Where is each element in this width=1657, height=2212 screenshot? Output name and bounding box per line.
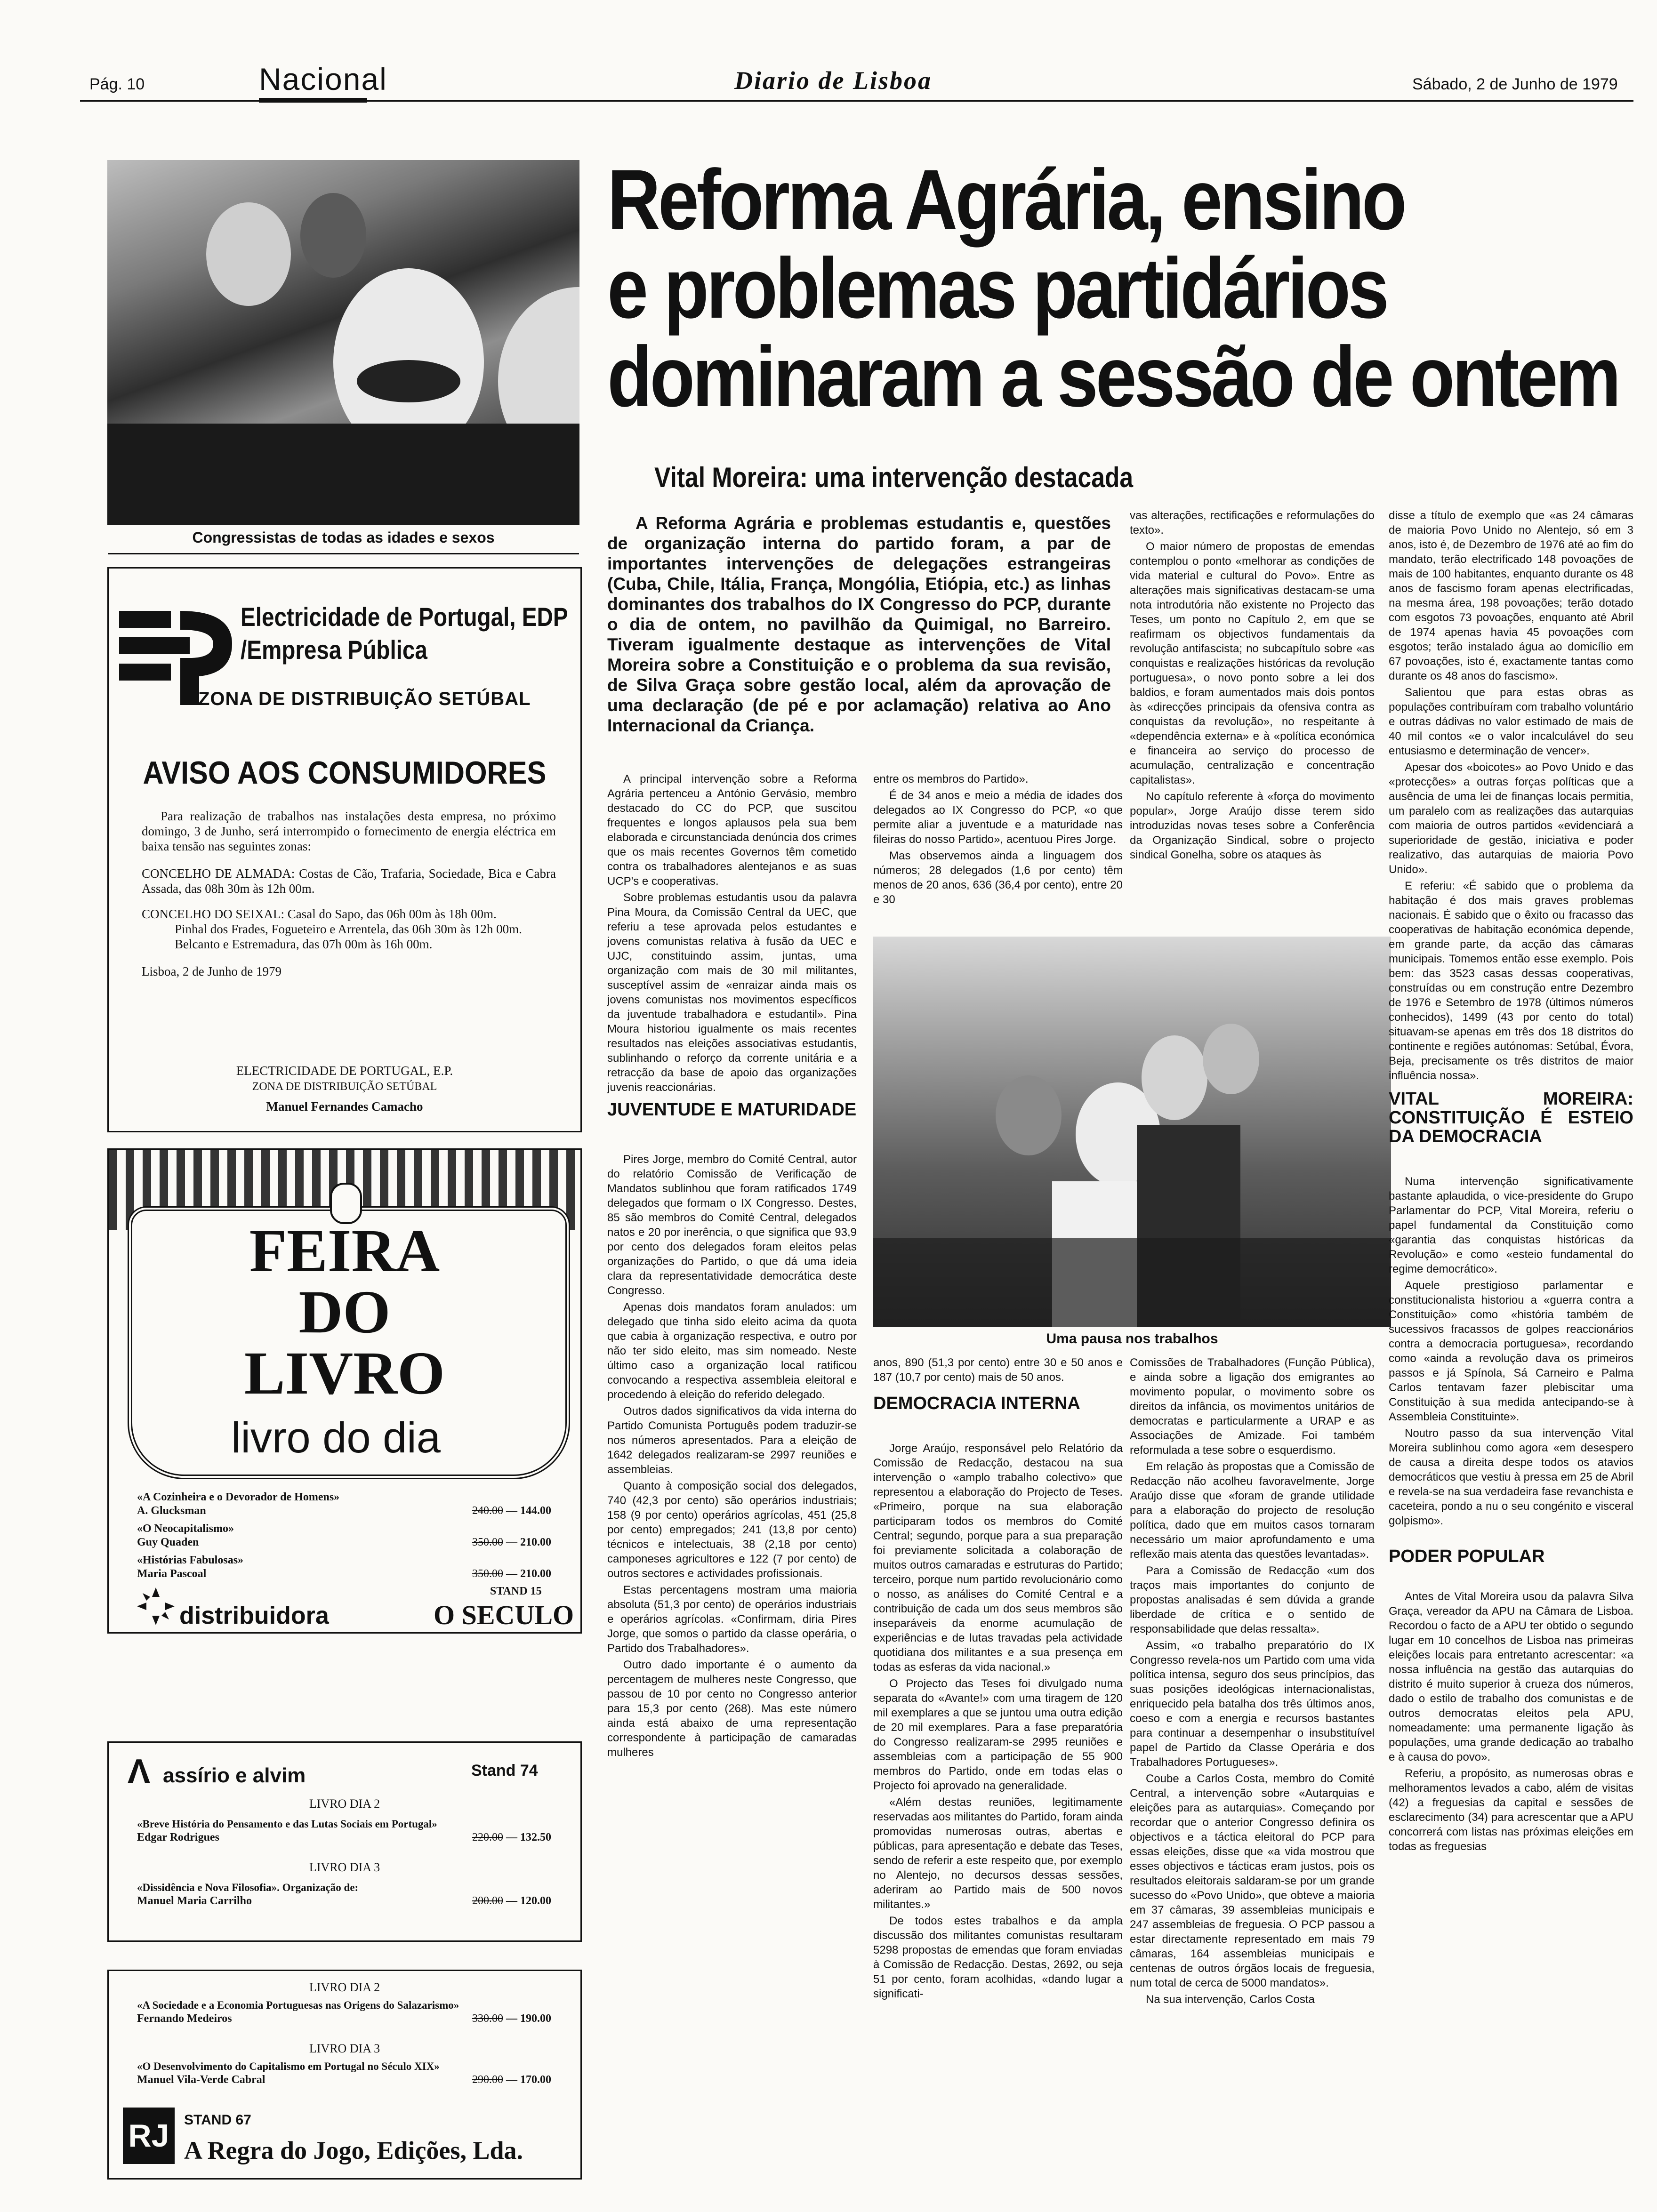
list-item (137, 2060, 551, 2087)
column-1-paragraph: Sobre problemas estudantis usou da palavra Pina Moura, da Comissão Central da UEC, que referiu a tese aprovada pelos estudantes e jovens comunistas relativa à fusão da UEC e UJC, constituindo assim, juntas, uma organização com mais de 30 mil militantes, susceptível assim de «enraizar ainda mais os jovens comunistas nos movimentos específicos da juventude trabalhadora e estudantil». Pina Moura historiou igualmente os mais recentes resultados nas eleições associativas estudantis, sublinhando o reforço da corrente unitária e a retracção da base de apoio das organizações juvenis reaccionárias. (607, 891, 857, 1094)
subheading-juventude: JUVENTUDE E MATURIDADE (607, 1100, 857, 1120)
edp-almada: CONCELHO DE ALMADA: Costas de Cão, Trafaria, Sociedade, Bica e Cabra Assada, das 08h 30m às 12h 00m. (142, 866, 556, 896)
column-3-paragraph: Assim, «o trabalho preparatório do IX Congresso revela-nos um Partido com uma vida política intensa, seguro dos seus princípios, das suas posições ideológicas internacionalistas, enriquecido pela batalha dos três últimos anos, coeso e com a energia e recursos bastantes para continuar a desempenhar o insubstituível papel de Partido da Classe Operária e dos Trabalhadores Portugueses». (1130, 1639, 1375, 1769)
list-item (137, 1523, 551, 1549)
book-price (472, 1567, 551, 1581)
list-item (137, 1999, 551, 2026)
column-4-paragraph: Apesar dos «boicotes» ao Povo Unido e das «protecções» a outras forças políticas que a ausência de uma lei de finanças locais permitia, um paralelo com as realizações das autarquias com maioria de outros partidos «evidenciará a superioridade de gestão, iniciativa e poder realizativo, das autarquias de maioria Povo Unido». (1389, 761, 1633, 876)
column-4-paragraph: Aquele prestigioso parlamentar e constitucionalista historiou a «guerra contra a Constituição» como «história também de sucessivos fracassos de golpes reaccionários contra a democracia portuguesa», recordando como «ainda a revolução dava os primeiros passos e já Spínola, Sá Carneiro e Palma Carlos tentavam fazer plebiscitar uma Constituição à sua medida antecipando-se à Assembleia Constituinte». (1389, 1279, 1633, 1423)
column-1-paragraph: Quanto à composição social dos delegados, 740 (42,3 por cento) são operários industriais; 158 (9 por cento) operários agrícolas, 451 (25,8 por cento) empregados; 241 (13,8 por cento) técnicos e intelectuais, 38 (2,18 por cento) camponeses agricultores e 122 (7 por cento) de outros sectores e actividades profissionais. (607, 1480, 857, 1580)
column-2-paragraph: É de 34 anos e meio a média de idades dos delegados ao IX Congresso do PCP, «o que permite aliar a juventude e a maturidade nas fileiras do nosso Partido», acentuou Pires Jorge. (873, 789, 1123, 846)
rj-stand: STAND 67 (184, 2112, 251, 2128)
edp-seixal-3: Belcanto e Estremadura, das 07h 00m às 16h 00m. (175, 937, 433, 951)
feira-stand: STAND 15 (490, 1585, 542, 1597)
book-author: Edgar Rodrigues (137, 1831, 219, 1843)
assirio-name: assírio e alvim (163, 1764, 306, 1787)
edp-signature-3: Manuel Fernandes Camacho (266, 1099, 423, 1114)
subheading-poder-popular: PODER POPULAR (1389, 1547, 1545, 1566)
seculo-name: O SECULO (434, 1600, 574, 1630)
headline-subtitle: Vital Moreira: uma intervenção destacada (654, 462, 1134, 493)
list-item (137, 1554, 551, 1581)
section-underline (259, 98, 367, 103)
book-price (472, 1504, 551, 1518)
column-2-paragraph: O Projecto das Teses foi divulgado numa separata do «Avante!» com uma tiragem de 120 mil exemplares a que se juntou uma outra edição de 20 mil exemplares. Para a fase preparatória do Congresso realizaram-se 2995 reuniões e assembleias com a participação de 55 900 membros do Partido, onde em todas elas o Projecto foi aprovado na generalidade. (873, 1677, 1123, 1792)
edp-signature-2: ZONA DE DISTRIBUIÇÃO SETÚBAL (252, 1081, 437, 1093)
edp-notice-body (142, 809, 556, 987)
column-4-paragraph: Numa intervenção significativamente bastante aplaudida, o vice-presidente do Grupo Parlamentar do PCP, Vital Moreira, referiu o papel fundamental da Constituição como «garantia das conquistas históricas da Revolução» e como «esteio fundamental do regime democrático». (1389, 1175, 1633, 1275)
book-price (472, 2012, 551, 2026)
headline-line-2: e problemas partidários (607, 240, 1387, 336)
article-column-3-bottom (1130, 1355, 1375, 2193)
book-price (472, 2073, 551, 2087)
subheading-democracia: DEMOCRACIA INTERNA (873, 1394, 1080, 1413)
column-1-paragraph: Outro dado importante é o aumento da percentagem de mulheres neste Congresso, que passou de 10 por cento no Congresso anterior para 15,3 por cento (268). Mas este número ainda está abaixo de uma representação correspondente à participação de camaradas mulheres (607, 1659, 857, 1759)
book-author: Manuel Maria Carrilho (137, 1895, 252, 1907)
feira-title-1: FEIRA (249, 1217, 440, 1285)
book-price (472, 1894, 551, 1908)
congress-photo (107, 160, 579, 525)
feira-title-2: DO (298, 1278, 391, 1346)
new-price: — 170.00 (506, 2074, 551, 2086)
book-title: «A Sociedade e a Economia Portuguesas nas Origens do Salazarismo» (137, 1999, 459, 2011)
column-2-paragraph: Jorge Araújo, responsável pelo Relatório da Comissão de Redacção, destacou na sua intervenção o «amplo trabalho colectivo» que representou a elaboração do Projecto de Teses. «Primeiro, porque na sua elaboração participaram todos os membros do Comité Central; segundo, porque para a sua preparação foi previamente solicitada a colaboração de muitos outros camaradas e estruturas do Partido; terceiro, porque num partido revolucionário como o nosso, as análises do Comité Central e a contribuição de cada um dos seus membros são inseparáveis da enorme acumulação de experiências e de lutas travadas pela actividade quotidiana dos militantes e a sua presença em todas as esferas da vida nacional.» (873, 1442, 1123, 1674)
book-author: Fernando Medeiros (137, 2012, 232, 2025)
edp-intro: Para realização de trabalhos nas instalações desta empresa, no próximo domingo, 3 de Junho, será interrompido o fornecimento de energia eléctrica em baixa tensão nas seguintes zonas: (142, 809, 556, 853)
book-price (472, 1535, 551, 1549)
headline-line-1: Reforma Agrária, ensino (607, 152, 1405, 248)
edp-signature-1: ELECTRICIDADE DE PORTUGAL, E.P. (236, 1064, 453, 1078)
new-price: — 132.50 (506, 1831, 551, 1843)
old-price: 350.00 (472, 1536, 503, 1548)
book-author: Guy Quaden (137, 1536, 199, 1548)
issue-date: Sábado, 2 de Junho de 1979 (1412, 75, 1618, 93)
book-title: «Histórias Fabulosas» (137, 1554, 244, 1566)
column-3-paragraph: vas alterações, rectificações e reformulações do texto». (1130, 509, 1375, 537)
old-price: 200.00 (472, 1895, 503, 1907)
column-1-paragraph: Outros dados significativos da vida interna do Partido Comunista Português podem traduzir-se nos números apresentados. Para a eleição de 1642 delegados realizaram-se 2997 reuniões e assembleias. (607, 1405, 857, 1476)
page-number: Pág. 10 (89, 75, 145, 93)
column-2-paragraph: «Além destas reuniões, legitimamente reservadas aos militantes do Partido, foram ainda promovidas numerosas outras, abertas e públicas, para apresentação e debate das Teses, sendo de referir a este respeito que, por exemplo no Alentejo, no decursos dessas sessões, aderiram ao Partido mais de 500 novos militantes.» (873, 1796, 1123, 1911)
new-price: — 144.00 (506, 1505, 551, 1517)
new-price: — 210.00 (506, 1536, 551, 1548)
book-author: Manuel Vila-Verde Cabral (137, 2074, 265, 2086)
book-price (472, 1830, 551, 1844)
book-title: «O Desenvolvimento do Capitalismo em Portugal no Século XIX» (137, 2060, 440, 2072)
column-3-paragraph: Para a Comissão de Redacção «um dos traços mais importantes do conjunto de propostas analisadas é sem dúvida a grande liberdade de crítica e o sentido de responsabilidade que delas ressalta». (1130, 1564, 1375, 1635)
new-price: — 190.00 (506, 2012, 551, 2025)
article-column-3-top (1130, 508, 1375, 932)
old-price: 290.00 (472, 2074, 503, 2086)
assirio-day2: LIVRO DIA 2 (309, 1797, 380, 1811)
assirio-logo-icon: Λ (128, 1753, 151, 1790)
edp-zone: ZONA DE DISTRIBUIÇÃO SETÚBAL (198, 689, 531, 709)
left-column-rule (108, 553, 579, 554)
feira-title-3: LIVRO (244, 1339, 445, 1407)
column-2-paragraph: anos, 890 (51,3 por cento) entre 30 e 50 anos e 187 (10,7 por cento) mais de 50 anos. (873, 1356, 1123, 1384)
column-3-paragraph: Comissões de Trabalhadores (Função Pública), e ainda sobre a ligação dos emigrantes ao movimento popular, o movimento sobre os direitos da infância, os movimentos unitários de democratas e particularmente a URAP e as Associações de Amizade. Foi também reformulada a tese sobre o esquerdismo. (1130, 1356, 1375, 1457)
masthead: Diario de Lisboa (734, 66, 932, 95)
column-1-paragraph: Pires Jorge, membro do Comité Central, autor do relatório Comissão de Verificação de Mandatos sublinhou que foram ratificados 1749 delegados que formam o IX Congresso. Destes, 85 são membros do Comité Central, delegados natos e 20 por inerência, o que significa que 93,9 por cento dos delegados foram eleitos pelas organizações do Partido, o que dá uma ideia clara da representatividade democrática deste Congresso. (607, 1153, 857, 1297)
new-price: — 210.00 (506, 1568, 551, 1580)
book-title: «O Neocapitalismo» (137, 1523, 234, 1535)
column-3-paragraph: Na sua intervenção, Carlos Costa (1146, 1993, 1315, 2006)
feira-book-list (137, 1491, 551, 1581)
photo1-caption: Congressistas de todas as idades e sexos (192, 529, 495, 546)
book-price-row (137, 2073, 551, 2087)
column-4-paragraph: disse a título de exemplo que «as 24 câmaras de maioria Povo Unido no Alentejo, só em 3 anos, isto é, de Dezembro de 1976 até ao fim do mandato, terão electrificado 148 povoações de mais de 100 habitantes, enquanto durante os 48 anos de fascismo foram apenas electrificadas, na mesma área, 198 povoações; terão dotado com esgotos 73 povoações, enquanto até Abril de 1974 apenas havia 45 povoações com esgotos; terão instalado água ao domicílio em 67 povoações, isto é, exactamente tantas como durante os 48 anos do fascismo». (1389, 509, 1633, 682)
column-4-paragraph: Noutro passo da sua intervenção Vital Moreira sublinhou como agora «em desespero de causa a direita despe todos os atavios democráticos que vestiu à pressa em 25 de Abril e revela-se na sua verdadeira fase revanchista e caceteira, pondo a nu o seu congénito e visceral golpismo». (1389, 1427, 1633, 1527)
ad-regra-do-jogo (107, 1970, 582, 2180)
column-3-paragraph: No capítulo referente à «força do movimento popular», Jorge Araújo disse terem sido introduzidas novas teses sobre a Conferência da Organização Sindical, sobre o projecto sindical Gonelha, sobre os ataques às (1130, 790, 1375, 861)
old-price: 220.00 (472, 1831, 503, 1843)
article-column-2-top (873, 772, 1123, 927)
rj-day3: LIVRO DIA 3 (309, 2042, 380, 2055)
feira-subtitle: livro do dia (231, 1414, 441, 1462)
article-column-1 (607, 772, 857, 2193)
old-price: 330.00 (472, 2012, 503, 2025)
book-price-row (137, 2012, 551, 2026)
edp-company-line1: Electricidade de Portugal, EDP (241, 602, 568, 632)
old-price: 350.00 (472, 1568, 503, 1580)
ad-feira-do-livro (107, 1148, 582, 1634)
column-1-paragraph: Estas percentagens mostram uma maioria absoluta (51,3 por cento) de operários industriais e operários agrícolas. «Confirmam, diria Pires Jorge, que somos o partido da classe operária, o Partido dos Trabalhadores». (607, 1584, 857, 1655)
edp-seixal-2: Pinhal dos Frades, Fogueteiro e Arrentela, das 06h 30m às 12h 00m. (175, 922, 522, 936)
distribuidora-name: distribuidora (179, 1602, 329, 1629)
column-4-paragraph: Referiu, a propósito, as numerosas obras e melhoramentos levados a cabo, além de visitas (42) a freguesias da capital e sessões de esclarecimento (34) para acrescentar que a APU concorrerá com listas nas próximas eleições em todas as freguesias (1389, 1767, 1633, 1853)
edp-seixal-1: CONCELHO DO SEIXAL: Casal do Sapo, das 06h 00m às 18h 00m. (142, 907, 497, 921)
column-2-paragraph: Mas observemos ainda a linguagem dos números; 28 delegados (1,6 por cento) têm menos de 20 anos, 636 (36,4 por cento), entre 20 e 30 (873, 850, 1123, 906)
book-price-row (137, 1535, 551, 1549)
ad-assirio-alvim (107, 1741, 582, 1942)
edp-notice-title: AVISO AOS CONSUMIDORES (143, 755, 547, 791)
list-item (137, 1818, 551, 1844)
rj-logo: RJ (123, 2108, 175, 2164)
column-3-paragraph: O maior número de propostas de emendas contemplou o ponto «melhorar as condições de vida material e cultural do Povo». Entre as alterações mais significativas destacam-se uma nota introdutória não existente no Projecto das Teses, um ponto no Capítulo 2, em que se reafirmam os objectivos fundamentais da revolução antifascista; no subcapítulo sobre «as conquistas e realizações históricas da revolução portuguesa», o novo ponto sobre a lei dos baldios, e foram aumentados mais dois pontos às «direcções principais da ofensiva contra as conquistas da revolução», no respeitante à «dependência externa» e à «política económica e financeira ao serviço do processo de acumulação, centralização e concentração capitalistas». (1130, 540, 1375, 786)
session-pause-photo (873, 937, 1391, 1327)
book-title: «A Cozinheira e o Devorador de Homens» (137, 1491, 340, 1503)
subheading-vital-moreira: VITAL MOREIRA: CONSTITUIÇÃO É ESTEIO DA DEMOCRACIA (1389, 1089, 1633, 1146)
column-1-paragraph: Apenas dois mandatos foram anulados: um delegado que tinha sido eleito acima da quota que cabia à organização respectiva, e outro por não ter sido eleito, mas sim nomeado. Neste último caso a organização local ratificou convocando a respectiva assembleia eleitoral e procedendo à eleição do referido delegado. (607, 1301, 857, 1401)
book-price-row (137, 1830, 551, 1844)
edp-place-date: Lisboa, 2 de Junho de 1979 (142, 964, 282, 978)
column-4-paragraph: E referiu: «É sabido que o problema da habitação é dos mais graves problemas nacionais. É sabido que o êxito ou fracasso das cooperativas de habitação económica depende, em grande parte, da acção das câmaras municipais. Tomemos então esse exemplo. Pois bem: das 3523 casas dessas cooperativas, construídas ou em construção entre Dezembro de 1976 e Setembro de 1978 (últimos números conhecidos), 1499 (43 por cento do total) situavam-se apenas em três dos 18 distritos do continente e regiões autónomas: Setúbal, Évora, Beja, precisamente os três distritos de maior influência nossa». (1389, 880, 1633, 1082)
book-title: «Breve História do Pensamento e das Lutas Sociais em Portugal» (137, 1818, 437, 1830)
list-item (137, 1882, 551, 1908)
column-4-paragraph: Salientou que para estas obras as populações contribuíram com trabalho voluntário e outras dádivas no valor estimado de mais de 40 mil contos «e o valor incalculável do seu entusiasmo e determinação de vencer». (1389, 686, 1633, 757)
edp-company-line2: /Empresa Pública (241, 635, 427, 665)
book-price-row (137, 1894, 551, 1908)
old-price: 240.00 (472, 1505, 503, 1517)
book-author: Maria Pascoal (137, 1568, 207, 1580)
photo2-caption: Uma pausa nos trabalhos (1046, 1331, 1218, 1346)
section-name: Nacional (259, 62, 387, 96)
new-price: — 120.00 (506, 1895, 551, 1907)
assirio-stand: Stand 74 (471, 1762, 538, 1779)
assirio-day3: LIVRO DIA 3 (309, 1860, 380, 1874)
article-column-4 (1389, 508, 1633, 2193)
column-2-paragraph: De todos estes trabalhos e da ampla discussão dos militantes comunistas resultaram 5298 propostas de emendas que foram enviadas à Comissão de Redacção. Destas, 2692, ou seja 51 por cento, foram acolhidas, «dando lugar a significati- (873, 1915, 1123, 2000)
ad-edp (107, 567, 582, 1132)
book-price-row (137, 1504, 551, 1518)
book-author: A. Glucksman (137, 1505, 206, 1517)
headline (607, 152, 1619, 425)
column-2-paragraph: entre os membros do Partido». (873, 773, 1029, 785)
column-1-paragraph: A principal intervenção sobre a Reforma Agrária pertenceu a António Gervásio, membro destacado do CC do PCP, que suscitou frequentes e longos aplausos pela sua bem elaborada e circunstanciada denúncia dos crimes que os mais recentes Governos têm cometido contra os trabalhadores alentejanos e as suas UCP's e cooperativas. (607, 773, 857, 888)
book-title: «Dissidência e Nova Filosofia». Organização de: (137, 1882, 359, 1893)
rj-day2: LIVRO DIA 2 (309, 1980, 380, 1994)
book-price-row (137, 1567, 551, 1581)
list-item (137, 1491, 551, 1518)
column-3-paragraph: Coube a Carlos Costa, membro do Comité Central, a intervenção sobre «Autarquias e eleições para as autarquias». Começando por recordar que o anterior Congresso definira os objectivos e a táctica eleitoral do PCP para essas eleições, disse que «a vida mostrou que esses objectivos e tácticas eram justos, pois os resultados eleitorais saldaram-se por um grande sucesso do «Povo Unido», que obteve a maioria em 37 câmaras, 39 assembleias municipais e 247 assembleias de freguesia. O PCP passou a estar directamente representado em mais 79 câmaras, 164 assembleias municipais e centenas de outros órgãos locais de freguesia, num total de cerca de 5000 mandatos». (1130, 1772, 1375, 1989)
article-column-2-bottom (873, 1355, 1123, 2193)
distribuidora-logo-icon (137, 1587, 175, 1625)
column-3-paragraph: Em relação às propostas que a Comissão de Redacção não acolheu favoravelmente, Jorge Araújo disse que «foram de grande utilidade para a elaboração do projecto de resolução política, dado que em muitos casos tornaram necessário um maior aprofundamento e uma reflexão mais atenta das questões levantadas». (1130, 1460, 1375, 1561)
page-header (0, 0, 1657, 113)
edp-signature (109, 1063, 580, 1114)
lead-paragraph: A Reforma Agrária e problemas estudantis e, questões de organização interna do partido foram, a par de importantes intervenções de delegações estrangeiras (Cuba, Chile, Itália, França, Mongólia, Etiópia, etc.) as linhas dominantes dos trabalhos do IX Congresso do PCP, durante o dia de ontem, no pavilhão da Quimigal, no Barreiro. Tiveram igualmente destaque as intervenções de Vital Moreira sobre a Constituição e o problema da sua revisão, de Silva Graça sobre gestão local, além da aprovação de uma declaração (de pé e por aclamação) relativa ao Ano Internacional da Criança. (607, 513, 1111, 735)
rj-publisher-name: A Regra do Jogo, Edições, Lda. (184, 2136, 523, 2164)
column-4-paragraph: Antes de Vital Moreira usou da palavra Silva Graça, vereador da APU na Câmara de Lisboa. Recordou o facto de a APU ter obtido o segundo lugar em 10 concelhos de Lisboa nas primeiras eleições locais para entretanto acrescentar: «a nossa influência na gestão das autarquias do distrito é muito superior à crueza dos números, dado o estilo de trabalho dos comunistas e de outros democratas eleitos pela APU, nomeadamente: uma permanente ligação às populações, uma grande dedicação ao trabalho e à causa do povo». (1389, 1590, 1633, 1763)
headline-line-3: dominaram a sessão de ontem (607, 329, 1619, 425)
